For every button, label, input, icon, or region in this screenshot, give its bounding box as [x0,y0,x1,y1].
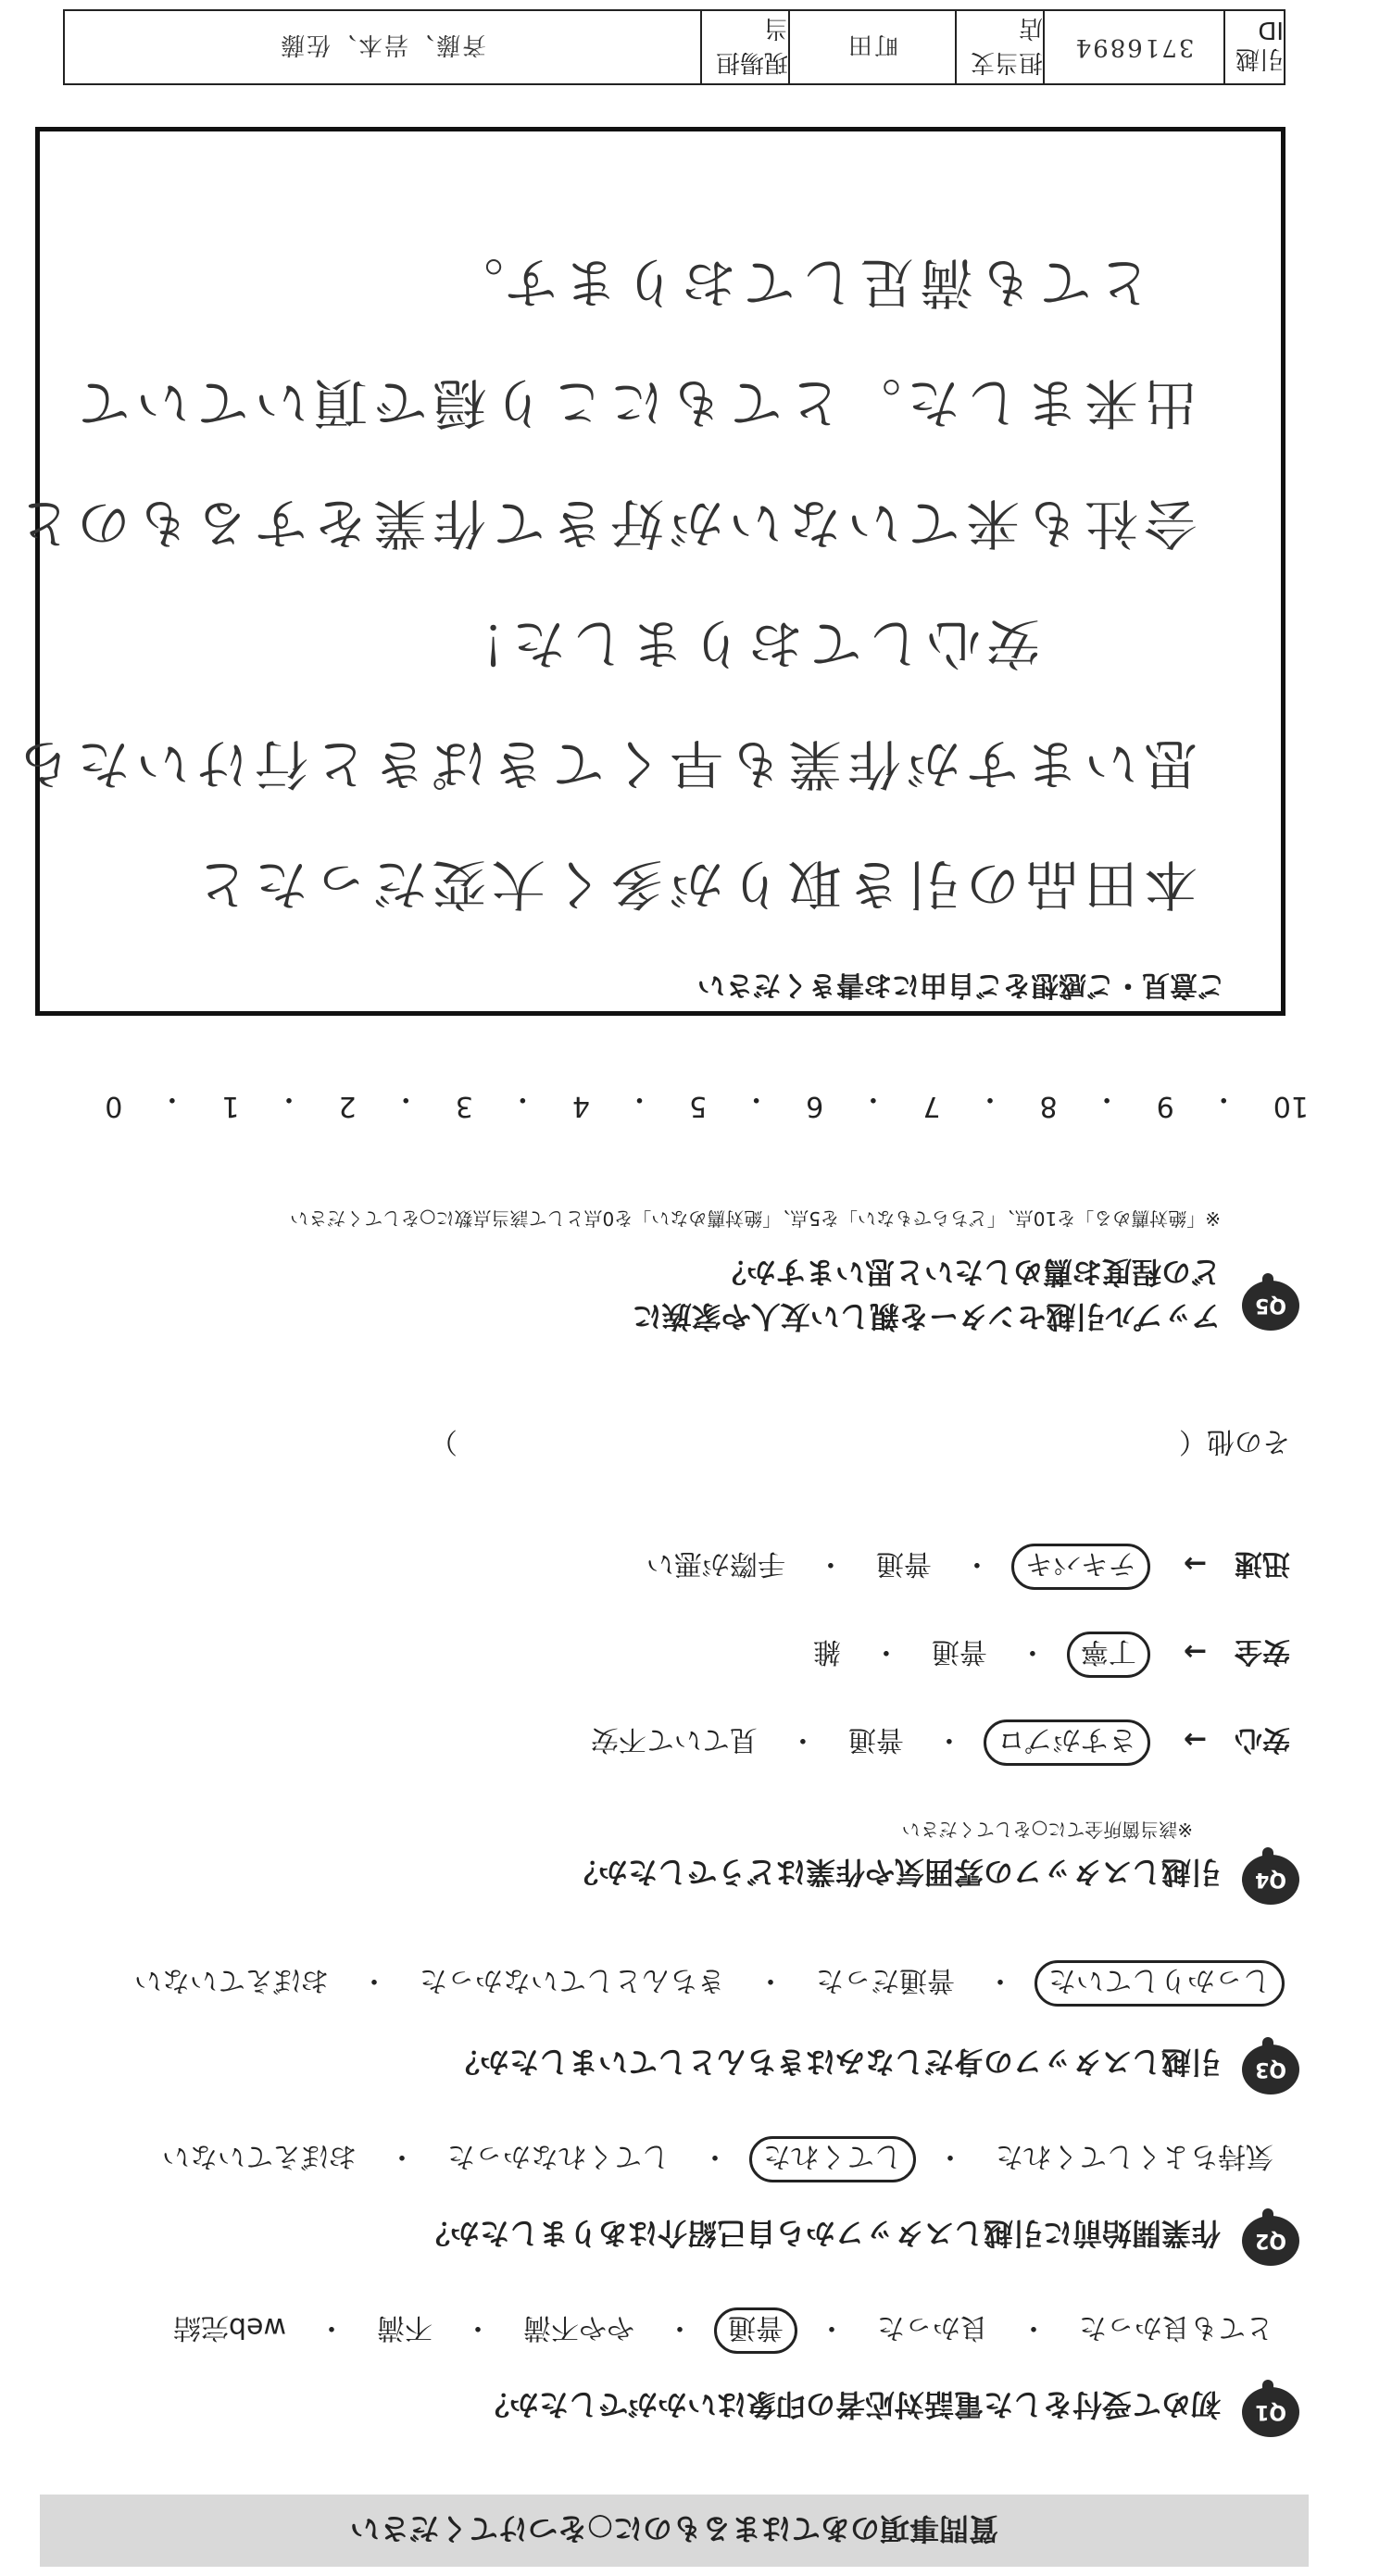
option-q2-3[interactable]: おぼえていない [162,2140,357,2172]
scale-point[interactable]: 0 [105,1090,123,1122]
scale-point[interactable]: 8 [1039,1090,1058,1122]
option-q3-1[interactable]: 普通だった [816,1964,955,1996]
q4-row [574,1719,1290,1766]
scale-point[interactable]: 5 [689,1090,708,1122]
scale-point[interactable]: 9 [1156,1090,1174,1122]
scale-point[interactable]: 6 [806,1090,824,1122]
comment-line: 安心しておりました！ [446,612,1040,675]
option-q2-0[interactable]: 気持ちよくしてくれた [996,2140,1273,2172]
option-q1-5[interactable]: web完結 [172,2311,286,2344]
q5-question-line1: アップル引越センターを親しい友人や家族に [632,1299,1221,1334]
q5-scale [105,1082,1309,1122]
q5-note: ※「絶対薦める」を10点、「どちらでもない」を5点、「絶対薦めない」を0点として該当点数に○をしてください [290,1207,1221,1230]
option-separator: ・ [962,1547,991,1580]
q2-badge: Q2 [1255,2229,1287,2253]
scale-separator: ・ [742,1082,771,1115]
option-separator: ・ [318,2311,345,2344]
comment-title: ご意見・ご感想をご自由にお書きください [697,969,1225,1001]
crew-value: 斉藤、岩本、佐藤 [279,31,487,59]
q4-other-close: ） [429,1425,458,1457]
q5-badge-icon [1242,1281,1299,1331]
q4-note: ※該当箇所全てに○をしてください [901,1819,1193,1841]
option-q3-2[interactable]: きちんとしていなかった [420,1964,725,1996]
scale-point[interactable]: 10 [1273,1090,1309,1122]
option-separator: ・ [666,2311,694,2344]
q4-option[interactable]: 雑 [812,1635,841,1668]
option-separator: ・ [757,1964,784,1996]
q4-badge-icon [1242,1855,1299,1905]
comment-line: 思いますが作業も早くてきぱきと行けいたら [11,732,1198,795]
instruction-band [40,2495,1309,2567]
q1-badge: Q1 [1255,2400,1287,2424]
option-q1-4[interactable]: 不満 [377,2311,433,2344]
q4-option[interactable]: さすがプロ [984,1719,1150,1766]
q1-options [157,2307,1290,2354]
q4-option[interactable]: テキパキ [1011,1544,1150,1590]
comment-box [11,127,1285,1016]
option-separator: ・ [788,1723,817,1756]
move-id-value: 3716894 [1043,11,1223,83]
q4-row-label: 安全 → [1183,1635,1290,1668]
option-q1-1[interactable]: 良かった [877,2311,988,2344]
scale-separator: ・ [508,1082,537,1115]
q3-badge: Q3 [1255,2057,1287,2082]
option-separator: ・ [701,2140,729,2172]
scale-point[interactable]: 3 [455,1090,473,1122]
q4-other-label: その他（ [1179,1425,1290,1457]
q3-options [118,1960,1290,2007]
scale-point[interactable]: 4 [571,1090,590,1122]
option-q1-3[interactable]: やや不満 [523,2311,634,2344]
option-separator: ・ [464,2311,492,2344]
scale-point[interactable]: 7 [922,1090,941,1122]
q4-row [630,1544,1290,1590]
option-separator: ・ [388,2140,416,2172]
comment-line: とても満足しております。 [444,251,1151,314]
scale-separator: ・ [1093,1082,1122,1115]
scale-separator: ・ [625,1082,654,1115]
move-id-label: 引越ID [1223,11,1284,83]
q4-option[interactable]: 手際が悪い [646,1547,785,1580]
option-q3-0[interactable]: しっかりしていた [1035,1960,1285,2007]
q1-question: 初めて受付をした電話対応者の印象はいかがでしたか？ [479,2387,1221,2422]
q3-question: 引越しスタッフの身だしなみはきちんとしていましたか？ [449,2045,1221,2080]
scale-separator: ・ [859,1082,887,1115]
comment-line: 会社も来ていないが好きて作業をするものと [11,492,1198,555]
option-q2-1[interactable]: してくれた [749,2136,916,2182]
scale-separator: ・ [1210,1082,1238,1115]
q4-row [796,1632,1290,1678]
q3-badge-icon [1242,2045,1299,2095]
branch-value: 町田 [788,11,955,83]
q4-option[interactable]: 普通 [847,1723,904,1756]
option-q2-2[interactable]: してくれなかった [447,2140,670,2172]
comment-line: 出来ました。とてもにこり穏で頂いていて [70,371,1198,434]
q4-option[interactable]: 見ていて不安 [590,1723,758,1756]
q4-option[interactable]: 普通 [875,1547,932,1580]
comment-line: 本田品の引き取りが多く大変だったと [189,853,1198,916]
branch-label: 担当支店 [955,11,1043,83]
scale-separator: ・ [975,1082,1004,1115]
scale-separator: ・ [392,1082,420,1115]
scale-separator: ・ [157,1082,186,1115]
q4-row-label: 安心 → [1183,1723,1290,1756]
option-separator: ・ [936,2140,964,2172]
q4-row-label: 迅速 → [1183,1547,1290,1580]
scale-point[interactable]: 2 [338,1090,357,1122]
q2-options [145,2136,1290,2182]
option-separator: ・ [360,1964,388,1996]
option-q1-2[interactable]: 普通 [714,2307,797,2354]
option-separator: ・ [986,1964,1014,1996]
crew-label: 現場担当 [700,11,788,83]
q4-option[interactable]: 普通 [931,1635,987,1668]
scale-point[interactable]: 1 [221,1090,240,1122]
option-separator: ・ [872,1635,900,1668]
option-q1-0[interactable]: とても良かった [1079,2311,1273,2344]
q4-badge: Q4 [1255,1868,1287,1892]
instruction-text: 質問事項のあてはまるものに○をつけてください [350,2511,998,2546]
scale-separator: ・ [275,1082,304,1115]
q4-other [430,1424,1290,1465]
option-separator: ・ [1020,2311,1047,2344]
move-info-table [63,9,1285,85]
q5-question-line2: どの程度お薦めしたいと思いますか？ [716,1255,1221,1290]
option-separator: ・ [818,2311,846,2344]
q2-question: 作業開始前に引越しスタッフから自己紹介はありましたか？ [420,2216,1221,2251]
q2-badge-icon [1242,2216,1299,2266]
q5-badge: Q5 [1255,1294,1287,1318]
q4-question: 引越しスタッフの雰囲気や作業はどうでしたか？ [568,1855,1221,1890]
option-q3-3[interactable]: おぼえていない [134,1964,329,1996]
q4-option[interactable]: 丁寧 [1067,1632,1150,1678]
q1-badge-icon [1242,2387,1299,2437]
option-separator: ・ [1018,1635,1047,1668]
option-separator: ・ [816,1547,845,1580]
option-separator: ・ [934,1723,963,1756]
